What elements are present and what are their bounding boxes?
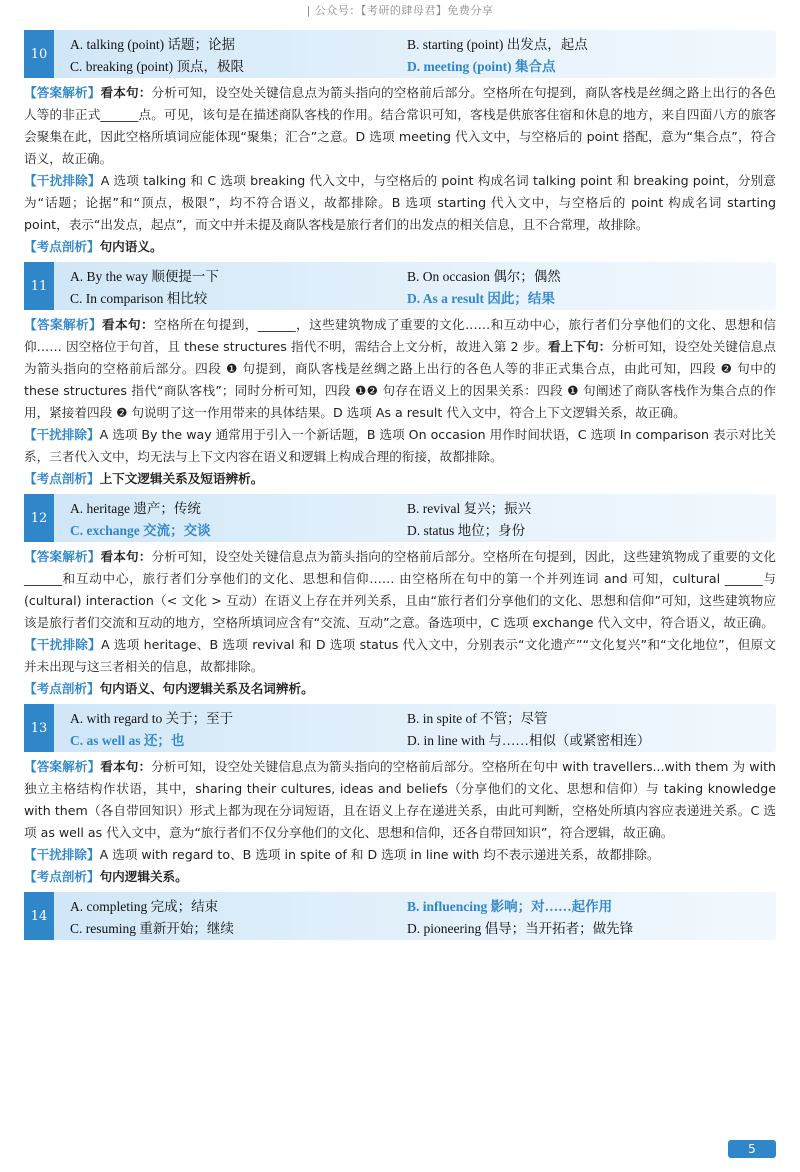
option-grid — [54, 262, 776, 310]
option-a: A. By the way 顺便提一下 — [70, 269, 219, 284]
distractor-tag: 【干扰排除】 — [24, 173, 101, 188]
option-grid — [54, 892, 776, 940]
analysis-text-2: 分析可知，设空处关键信息点为箭头指向的空格前后部分。四段 ❶ 句提到，商队客栈是丝绸之路上出行的各色人等的非正式集合点，由此可知，四段 ❷ 句中的 these structures 指代“商队客栈”；同时分析可知，四段 ❶❷ 句存在语义上的因果关系：四段 ❶ 句阐述了商队客栈作为集合点的作用，紧接着四段 ❷ 句说明了这一作用带来的具体结果。D 选项 As a result 代入文中，符合上下文逻辑关系，故正确。 — [24, 339, 776, 420]
point-tag: 【考点剖析】 — [24, 471, 100, 486]
question-header — [24, 892, 776, 940]
option-c-correct: C. as well as 还；也 — [70, 733, 185, 748]
option-b: B. starting (point) 出发点，起点 — [407, 37, 588, 52]
analysis-paragraph — [24, 314, 776, 424]
question-explanation — [24, 546, 776, 700]
question-header — [24, 30, 776, 78]
option-b: B. in spite of 不管；尽管 — [407, 711, 548, 726]
analysis-lead: 看本句： — [100, 85, 152, 100]
distractor-tag: 【干扰排除】 — [24, 427, 100, 442]
distractor-text: A 选项 By the way 通常用于引入一个新话题，B 选项 On occasion 用作时间状语，C 选项 In comparison 表示对比关系，三者代入文中，均无法与上下文内容在语义和逻辑上构成合理的衔接，故都排除。 — [24, 427, 777, 464]
question-number: 10 — [24, 30, 54, 78]
analysis-lead-2: 看上下句： — [547, 339, 612, 354]
point-text: 句内语义、句内逻辑关系及名词辨析。 — [99, 681, 314, 696]
point-tag: 【考点剖析】 — [24, 869, 100, 884]
point-paragraph — [24, 236, 776, 258]
option-d: D. pioneering 倡导；当开拓者；做先锋 — [407, 921, 634, 936]
option-grid — [54, 30, 776, 78]
option-d-correct: D. As a result 因此；结果 — [407, 291, 555, 306]
option-b: B. On occasion 偶尔；偶然 — [407, 269, 561, 284]
distractor-paragraph — [24, 424, 776, 468]
option-a: A. completing 完成；结束 — [70, 899, 219, 914]
distractor-paragraph — [24, 634, 776, 678]
distractor-tag: 【干扰排除】 — [24, 637, 101, 652]
analysis-tag: 【答案解析】 — [24, 549, 101, 564]
question-header — [24, 704, 776, 752]
distractor-paragraph — [24, 844, 776, 866]
question-number: 14 — [24, 892, 54, 940]
analysis-text: 分析可知，设空处关键信息点为箭头指向的空格前后部分。空格所在句提到，商队客栈是丝绸之路上出行的各色人等的非正式______点。可见，该句是在描述商队客栈的作用。结合常识可知，客栈是供旅客住宿和休息的地方，来自四面八方的旅客会聚集在此，因此空格所填词应能体现“聚集；汇合”之意。D 选项 meeting 代入文中，与空格后的 point 搭配，意为“集合点”，符合语义，故正确。 — [24, 85, 777, 166]
analysis-lead: 看本句： — [100, 549, 152, 564]
option-b-correct: B. influencing 影响；对……起作用 — [407, 899, 613, 914]
question-number: 13 — [24, 704, 54, 752]
distractor-text: A 选项 with regard to、B 选项 in spite of 和 D 选项 in line with 均不表示递进关系，故都排除。 — [99, 847, 660, 862]
option-a: A. talking (point) 话题；论据 — [70, 37, 235, 52]
analysis-paragraph — [24, 82, 776, 170]
analysis-tag: 【答案解析】 — [24, 85, 101, 100]
question-explanation — [24, 756, 776, 888]
point-text: 句内语义。 — [99, 239, 163, 254]
option-d-correct: D. meeting (point) 集合点 — [407, 59, 556, 74]
option-grid — [54, 494, 776, 542]
analysis-paragraph — [24, 756, 776, 844]
option-c: C. breaking (point) 顶点，极限 — [70, 59, 244, 74]
analysis-tag: 【答案解析】 — [24, 759, 101, 774]
distractor-paragraph — [24, 170, 776, 236]
option-d: D. in line with 与……相似（或紧密相连） — [407, 733, 651, 748]
point-paragraph — [24, 468, 776, 490]
point-paragraph — [24, 866, 776, 888]
point-tag: 【考点剖析】 — [24, 239, 100, 254]
question-header — [24, 494, 776, 542]
distractor-text: A 选项 talking 和 C 选项 breaking 代入文中，与空格后的 point 构成名词 talking point 和 breaking point，分别意为“话题；论据”和“顶点，极限”，均不符合语义，故都排除。B 选项 starting 代入文中，与空格后的 point 构成名词 starting point，表示“出发点，起点”，而文中并未提及商队客栈是旅行者们的出发点的相关信息，且不合常理，故排除。 — [24, 173, 776, 232]
question-number: 11 — [24, 262, 54, 310]
page-content — [24, 30, 776, 944]
question-number: 12 — [24, 494, 54, 542]
point-paragraph — [24, 678, 776, 700]
question-header — [24, 262, 776, 310]
point-text: 句内逻辑关系。 — [99, 869, 188, 884]
watermark: | 公众号：【考研的肆母君】免费分享 — [306, 4, 494, 17]
analysis-paragraph — [24, 546, 776, 634]
option-c-correct: C. exchange 交流；交谈 — [70, 523, 211, 538]
question-explanation — [24, 82, 776, 258]
analysis-text: 分析可知，设空处关键信息点为箭头指向的空格前后部分。空格所在句中 with travellers...with them 为 with 独立主格结构作状语，其中，sharing their cultures, ideas and beliefs（分享他们的文化、思想和信仰）与 taking knowledge with them（各自带回知识）形式上都为现在分词短语，且在语义上存在递进关系，由此可判断，空格处所填内容应表递进关系。C 选项 as well as 代入文中，意为“旅行者们不仅分享他们的文化、思想和信仰，还各自带回知识”，符合逻辑，故正确。 — [24, 759, 777, 840]
point-tag: 【考点剖析】 — [24, 681, 100, 696]
question-explanation — [24, 314, 776, 490]
option-c: C. resuming 重新开始；继续 — [70, 921, 234, 936]
distractor-tag: 【干扰排除】 — [24, 847, 100, 862]
distractor-text: A 选项 heritage、B 选项 revival 和 D 选项 status 代入文中，分别表示“文化遗产”“文化复兴”和“文化地位”，但原文并未出现与这三者相关的信息，故都排除。 — [24, 637, 776, 674]
option-b: B. revival 复兴；振兴 — [407, 501, 532, 516]
option-a: A. heritage 遗产；传统 — [70, 501, 201, 516]
analysis-text: 分析可知，设空处关键信息点为箭头指向的空格前后部分。空格所在句提到，因此，这些建筑物成了重要的文化______和互动中心，旅行者们分享他们的文化、思想和信仰…… 由空格所在句中的第一个并列连词 and 可知，cultural ______与 (cultural) interaction（< 文化 > 互动）在语义上存在并列关系，且由“旅行者们分享他们的文化、思想和信仰”可知，这些建筑物应该是旅行者们交流和互动的地方，空格所填词应含有“交流、互动”之意。备选项中，C 选项 exchange 代入文中，符合语义，故正确。 — [24, 549, 777, 630]
point-text: 上下文逻辑关系及短语辨析。 — [99, 471, 264, 486]
page-number: 5 — [728, 1140, 776, 1158]
option-d: D. status 地位；身份 — [407, 523, 526, 538]
analysis-text: 空格所在句提到，______，这些建筑物成了重要的文化……和互动中心，旅行者们分享他们的文化、思想和信仰…… 因空格位于句首，且 these structures 指代不明，需结合上文分析，故进入第 2 步。 — [24, 317, 777, 354]
option-a: A. with regard to 关于；至于 — [70, 711, 234, 726]
analysis-lead: 看本句： — [101, 317, 154, 332]
analysis-tag: 【答案解析】 — [24, 317, 102, 332]
analysis-lead: 看本句： — [100, 759, 152, 774]
option-grid — [54, 704, 776, 752]
option-c: C. In comparison 相比较 — [70, 291, 208, 306]
